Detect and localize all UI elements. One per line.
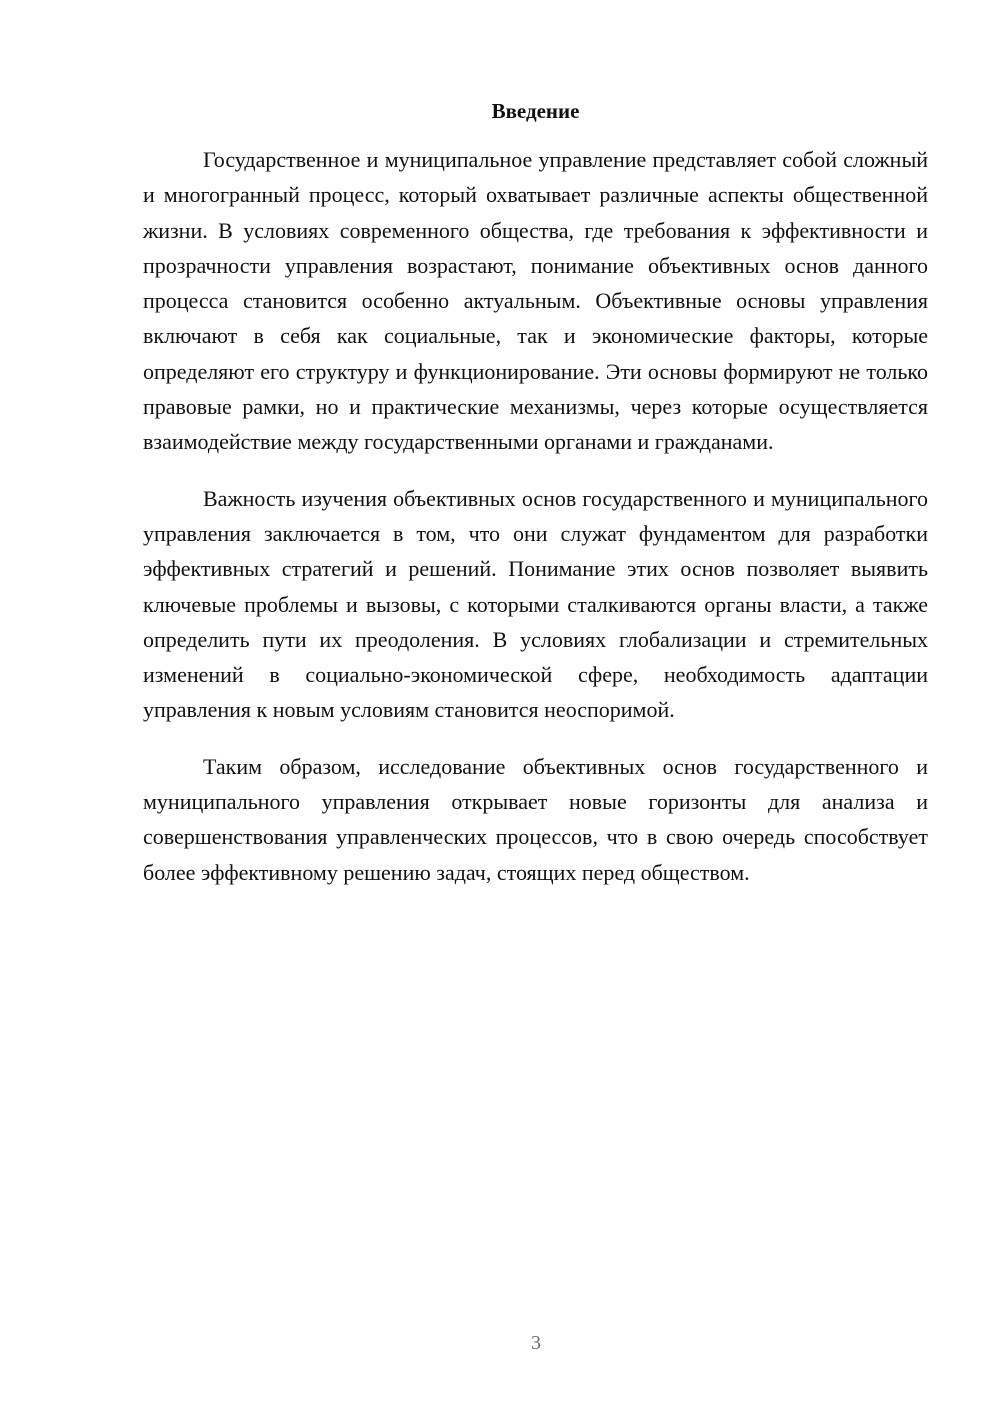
page-number: 3 [531,1332,541,1354]
document-body [143,142,928,911]
section-heading: Введение [491,99,580,123]
paragraph-2: Важность изучения объективных основ государственного и муниципального управления заключается в том, что они служат фундаментом для разработки эффективных стратегий и решений. Понимание этих основ позволяет выявить ключевые проблемы и вызовы, с которыми сталкиваются органы власти, а также определить пути их преодоления. В условиях глобализации и стремительных изменений в социально-экономической сфере, необходимость адаптации управления к новым условиям становится неоспоримой. [143,485,928,723]
paragraph-1: Государственное и муниципальное управление представляет собой сложный и многогранный процесс, который охватывает различные аспекты общественной жизни. В условиях современного общества, где требования к эффективности и прозрачности управления возрастают, понимание объективных основ данного процесса становится особенно актуальным. Объективные основы управления включают в себя как социальные, так и экономические факторы, которые определяют его структуру и функционирование. Эти основы формируют не только правовые рамки, но и практические механизмы, через которые осуществляется взаимодействие между государственными органами и гражданами. [143,147,928,455]
paragraph-3: Таким образом, исследование объективных основ государственного и муниципального управления открывает новые горизонты для анализа и совершенствования управленческих процессов, что в свою очередь способствует более эффективному решению задач, стоящих перед обществом. [143,753,928,885]
